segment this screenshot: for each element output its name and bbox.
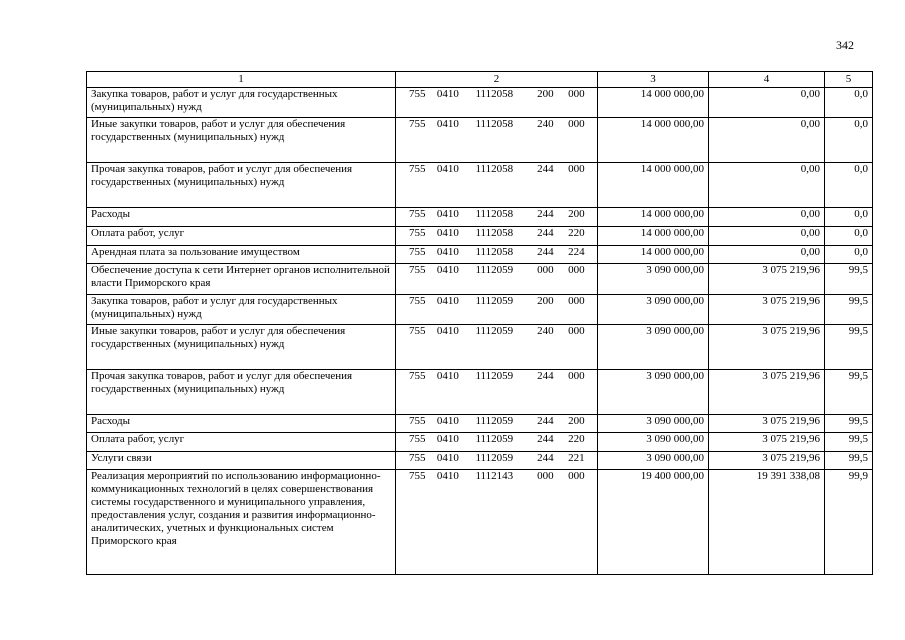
planned-amount: 3 090 000,00 bbox=[598, 370, 709, 415]
planned-amount: 3 090 000,00 bbox=[598, 325, 709, 370]
code-1: 755 bbox=[409, 118, 426, 130]
code-1: 755 bbox=[409, 370, 426, 382]
code-3: 1112059 bbox=[475, 325, 514, 337]
table-row bbox=[87, 163, 873, 208]
code-1: 755 bbox=[409, 470, 426, 482]
classification-codes bbox=[396, 470, 598, 575]
code-1: 755 bbox=[409, 325, 426, 337]
table-row bbox=[87, 208, 873, 227]
code-4: 244 bbox=[537, 415, 554, 427]
code-2: 0410 bbox=[436, 415, 459, 427]
executed-amount: 3 075 219,96 bbox=[709, 295, 825, 325]
code-3: 1112058 bbox=[475, 88, 514, 100]
executed-amount: 3 075 219,96 bbox=[709, 264, 825, 295]
code-5: 000 bbox=[568, 470, 585, 482]
item-name: Оплата работ, услуг bbox=[87, 433, 396, 452]
code-1: 755 bbox=[409, 163, 426, 175]
execution-percent: 0,0 bbox=[825, 118, 873, 163]
budget-table bbox=[86, 71, 873, 575]
planned-amount: 14 000 000,00 bbox=[598, 88, 709, 118]
code-2: 0410 bbox=[436, 452, 459, 464]
code-2: 0410 bbox=[436, 88, 459, 100]
planned-amount: 14 000 000,00 bbox=[598, 246, 709, 264]
classification-codes bbox=[396, 88, 598, 118]
table-row bbox=[87, 88, 873, 118]
executed-amount: 19 391 338,08 bbox=[709, 470, 825, 575]
execution-percent: 99,5 bbox=[825, 325, 873, 370]
classification-codes bbox=[396, 415, 598, 433]
code-3: 1112059 bbox=[475, 295, 514, 307]
item-name: Расходы bbox=[87, 415, 396, 433]
code-4: 240 bbox=[537, 118, 554, 130]
code-3: 1112143 bbox=[475, 470, 514, 482]
planned-amount: 14 000 000,00 bbox=[598, 227, 709, 246]
code-5: 000 bbox=[568, 295, 585, 307]
code-4: 244 bbox=[537, 370, 554, 382]
code-4: 244 bbox=[537, 163, 554, 175]
executed-amount: 0,00 bbox=[709, 227, 825, 246]
planned-amount: 3 090 000,00 bbox=[598, 264, 709, 295]
code-3: 1112058 bbox=[475, 227, 514, 239]
code-4: 200 bbox=[537, 88, 554, 100]
classification-codes bbox=[396, 325, 598, 370]
item-name: Арендная плата за пользование имуществом bbox=[87, 246, 396, 264]
code-1: 755 bbox=[409, 88, 426, 100]
item-name: Иные закупки товаров, работ и услуг для обеспечения государственных (муниципальных) нужд bbox=[87, 118, 396, 163]
table-row bbox=[87, 470, 873, 575]
classification-codes bbox=[396, 118, 598, 163]
header-col-4: 4 bbox=[709, 72, 825, 88]
code-4: 244 bbox=[537, 246, 554, 258]
execution-percent: 0,0 bbox=[825, 227, 873, 246]
executed-amount: 0,00 bbox=[709, 246, 825, 264]
code-2: 0410 bbox=[436, 295, 459, 307]
code-5: 000 bbox=[568, 88, 585, 100]
executed-amount: 3 075 219,96 bbox=[709, 415, 825, 433]
executed-amount: 0,00 bbox=[709, 118, 825, 163]
code-3: 1112059 bbox=[475, 433, 514, 445]
executed-amount: 3 075 219,96 bbox=[709, 433, 825, 452]
table-row bbox=[87, 118, 873, 163]
code-4: 244 bbox=[537, 433, 554, 445]
execution-percent: 99,9 bbox=[825, 470, 873, 575]
classification-codes bbox=[396, 295, 598, 325]
item-name: Оплата работ, услуг bbox=[87, 227, 396, 246]
code-3: 1112058 bbox=[475, 246, 514, 258]
code-2: 0410 bbox=[436, 118, 459, 130]
planned-amount: 19 400 000,00 bbox=[598, 470, 709, 575]
header-col-3: 3 bbox=[598, 72, 709, 88]
code-5: 200 bbox=[568, 208, 585, 220]
code-2: 0410 bbox=[436, 470, 459, 482]
executed-amount: 3 075 219,96 bbox=[709, 452, 825, 470]
code-5: 200 bbox=[568, 415, 585, 427]
execution-percent: 0,0 bbox=[825, 163, 873, 208]
execution-percent: 0,0 bbox=[825, 246, 873, 264]
item-name: Закупка товаров, работ и услуг для государственных (муниципальных) нужд bbox=[87, 88, 396, 118]
classification-codes bbox=[396, 163, 598, 208]
planned-amount: 14 000 000,00 bbox=[598, 118, 709, 163]
execution-percent: 99,5 bbox=[825, 452, 873, 470]
table-row bbox=[87, 227, 873, 246]
item-name: Расходы bbox=[87, 208, 396, 227]
classification-codes bbox=[396, 433, 598, 452]
planned-amount: 3 090 000,00 bbox=[598, 433, 709, 452]
code-3: 1112059 bbox=[475, 370, 514, 382]
executed-amount: 0,00 bbox=[709, 163, 825, 208]
code-1: 755 bbox=[409, 295, 426, 307]
code-1: 755 bbox=[409, 415, 426, 427]
code-3: 1112059 bbox=[475, 415, 514, 427]
header-col-2: 2 bbox=[396, 72, 598, 88]
execution-percent: 99,5 bbox=[825, 295, 873, 325]
classification-codes bbox=[396, 246, 598, 264]
classification-codes bbox=[396, 227, 598, 246]
code-4: 244 bbox=[537, 227, 554, 239]
execution-percent: 99,5 bbox=[825, 433, 873, 452]
code-5: 224 bbox=[568, 246, 585, 258]
planned-amount: 3 090 000,00 bbox=[598, 415, 709, 433]
code-4: 240 bbox=[537, 325, 554, 337]
executed-amount: 0,00 bbox=[709, 208, 825, 227]
header-col-1: 1 bbox=[87, 72, 396, 88]
code-2: 0410 bbox=[436, 163, 459, 175]
code-5: 000 bbox=[568, 118, 585, 130]
executed-amount: 3 075 219,96 bbox=[709, 325, 825, 370]
code-4: 244 bbox=[537, 452, 554, 464]
code-1: 755 bbox=[409, 264, 426, 276]
code-5: 221 bbox=[568, 452, 585, 464]
planned-amount: 14 000 000,00 bbox=[598, 208, 709, 227]
item-name: Реализация мероприятий по использованию информационно-коммуникационных технологий в целях совершенствования системы государственного и муниципального управления, предоставления услуг, создания и развития информационно-аналитических, учетных и функциональных систем Приморского края bbox=[87, 470, 396, 575]
code-4: 000 bbox=[537, 264, 554, 276]
executed-amount: 0,00 bbox=[709, 88, 825, 118]
code-3: 1112059 bbox=[475, 264, 514, 276]
table-row bbox=[87, 433, 873, 452]
code-2: 0410 bbox=[436, 433, 459, 445]
code-3: 1112058 bbox=[475, 208, 514, 220]
header-row bbox=[87, 72, 873, 88]
page-number: 342 bbox=[836, 38, 854, 52]
item-name: Иные закупки товаров, работ и услуг для обеспечения государственных (муниципальных) нужд bbox=[87, 325, 396, 370]
code-1: 755 bbox=[409, 452, 426, 464]
code-2: 0410 bbox=[436, 325, 459, 337]
execution-percent: 0,0 bbox=[825, 208, 873, 227]
code-2: 0410 bbox=[436, 264, 459, 276]
table-row bbox=[87, 295, 873, 325]
code-2: 0410 bbox=[436, 246, 459, 258]
code-1: 755 bbox=[409, 227, 426, 239]
code-5: 000 bbox=[568, 325, 585, 337]
code-5: 000 bbox=[568, 163, 585, 175]
classification-codes bbox=[396, 452, 598, 470]
execution-percent: 99,5 bbox=[825, 264, 873, 295]
classification-codes bbox=[396, 370, 598, 415]
table-row bbox=[87, 246, 873, 264]
code-2: 0410 bbox=[436, 227, 459, 239]
code-5: 220 bbox=[568, 433, 585, 445]
code-2: 0410 bbox=[436, 370, 459, 382]
code-3: 1112059 bbox=[475, 452, 514, 464]
executed-amount: 3 075 219,96 bbox=[709, 370, 825, 415]
execution-percent: 0,0 bbox=[825, 88, 873, 118]
planned-amount: 14 000 000,00 bbox=[598, 163, 709, 208]
item-name: Прочая закупка товаров, работ и услуг для обеспечения государственных (муниципальных) нужд bbox=[87, 370, 396, 415]
code-3: 1112058 bbox=[475, 118, 514, 130]
table-row bbox=[87, 452, 873, 470]
header-col-5: 5 bbox=[825, 72, 873, 88]
code-2: 0410 bbox=[436, 208, 459, 220]
execution-percent: 99,5 bbox=[825, 415, 873, 433]
code-5: 220 bbox=[568, 227, 585, 239]
code-1: 755 bbox=[409, 433, 426, 445]
code-1: 755 bbox=[409, 246, 426, 258]
item-name: Закупка товаров, работ и услуг для государственных (муниципальных) нужд bbox=[87, 295, 396, 325]
code-4: 000 bbox=[537, 470, 554, 482]
classification-codes bbox=[396, 208, 598, 227]
table-row bbox=[87, 264, 873, 295]
code-3: 1112058 bbox=[475, 163, 514, 175]
planned-amount: 3 090 000,00 bbox=[598, 452, 709, 470]
execution-percent: 99,5 bbox=[825, 370, 873, 415]
table-row bbox=[87, 415, 873, 433]
item-name: Обеспечение доступа к сети Интернет органов исполнительной власти Приморского края bbox=[87, 264, 396, 295]
code-5: 000 bbox=[568, 264, 585, 276]
planned-amount: 3 090 000,00 bbox=[598, 295, 709, 325]
table-row bbox=[87, 325, 873, 370]
code-1: 755 bbox=[409, 208, 426, 220]
code-4: 200 bbox=[537, 295, 554, 307]
table-row bbox=[87, 370, 873, 415]
item-name: Услуги связи bbox=[87, 452, 396, 470]
code-5: 000 bbox=[568, 370, 585, 382]
table-body bbox=[87, 88, 873, 575]
item-name: Прочая закупка товаров, работ и услуг для обеспечения государственных (муниципальных) нужд bbox=[87, 163, 396, 208]
classification-codes bbox=[396, 264, 598, 295]
code-4: 244 bbox=[537, 208, 554, 220]
